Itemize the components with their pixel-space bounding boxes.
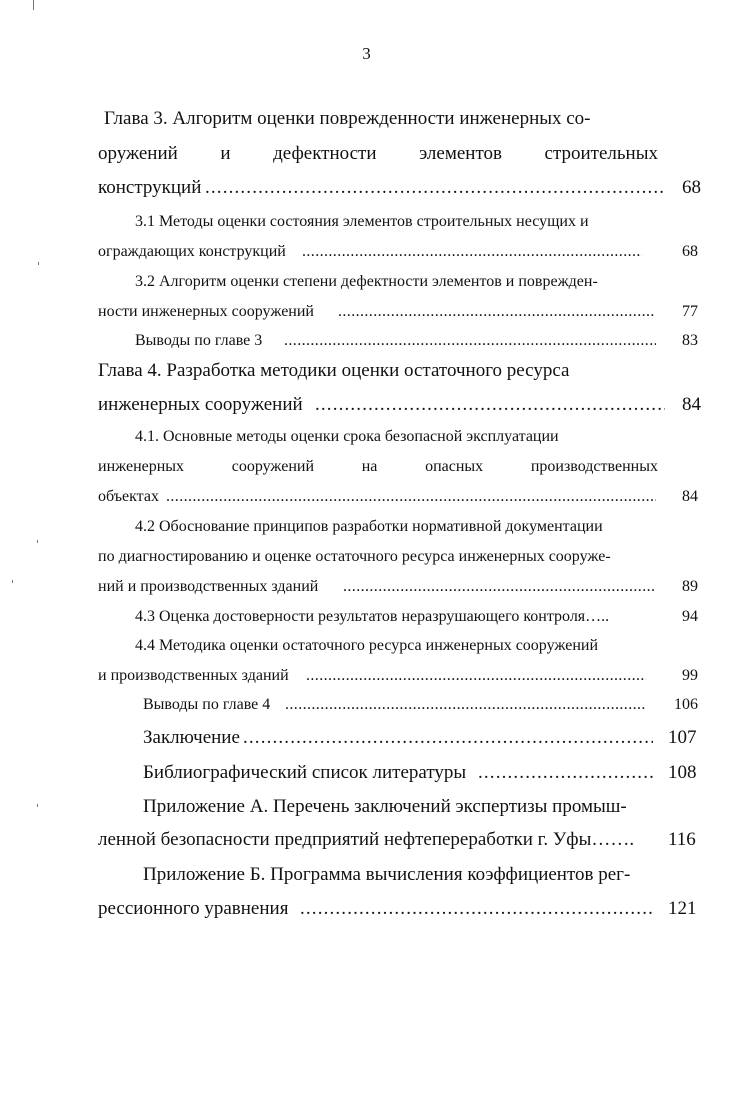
toc-text: Приложение Б. Программа вычисления коэффициентов рег- [143,864,631,885]
toc-page-number: 89 [682,578,698,595]
toc-leader [243,727,653,744]
toc-page-number: 83 [682,332,698,349]
toc-leader [166,488,656,502]
toc-text: Выводы по главе 4 [143,696,271,713]
toc-word: оружений [98,143,178,164]
toc-word: и [220,143,231,164]
toc-page-number: 106 [674,696,698,713]
toc-leader [478,762,653,779]
toc-text: объектах [98,488,159,505]
toc-page-number: 121 [668,898,697,919]
scan-edge-mark [37,804,38,807]
toc-leader [343,578,656,592]
scan-edge-mark [12,580,13,583]
toc-leader [302,243,642,257]
toc-page-number: 84 [682,488,698,505]
toc-text: Выводы по главе 3 [135,332,263,349]
toc-page-number: 77 [682,303,698,320]
toc-leader [315,394,665,411]
toc-page-number: 94 [682,608,698,625]
toc-text: 4.3 Оценка достоверности результатов неразрушающего контроля….. [135,608,610,625]
toc-word: сооружений [231,458,315,475]
scan-edge-mark [38,262,39,265]
toc-word: дефектности [273,143,377,164]
toc-justified-line [98,143,658,165]
toc-text: конструкций [98,177,202,198]
toc-text: Глава 3. Алгоритм оценки поврежденности инженерных со- [104,108,591,129]
toc-text: 4.1. Основные методы оценки срока безопасной эксплуатации [135,428,559,445]
toc-page-number: 99 [682,667,698,684]
toc-text: 3.1 Методы оценки состояния элементов строительных несущих и [135,213,589,230]
toc-text: 3.2 Алгоритм оценки степени дефектности элементов и поврежден- [135,273,598,290]
toc-leader [284,332,656,346]
toc-text: и производственных зданий [98,667,289,684]
toc-text: инженерных сооружений [98,394,303,415]
scan-edge-mark [37,540,38,543]
toc-page-number: 108 [668,762,697,783]
toc-word: инженерных [98,458,185,475]
toc-text: рессионного уравнения [98,898,289,919]
page-number: 3 [362,44,371,63]
toc-page-number: 116 [668,829,696,850]
toc-text: Заключение [143,727,240,748]
toc-leader [205,177,665,194]
toc-leader [338,303,654,317]
toc-justified-line [98,458,658,476]
toc-text: Библиографический список литературы [143,762,467,783]
toc-page-number: 107 [668,727,697,748]
toc-text: ности инженерных сооружений [98,303,314,320]
toc-text: ний и производственных зданий [98,578,319,595]
toc-text: ленной безопасности предприятий нефтепереработки г. Уфы……. [98,829,635,850]
toc-word: на [361,458,378,475]
toc-text: Глава 4. Разработка методики оценки остаточного ресурса [98,360,570,381]
toc-word: строительных [544,143,658,164]
toc-leader [285,696,645,710]
toc-page-number: 84 [682,394,701,415]
toc-text: 4.4 Методика оценки остаточного ресурса инженерных сооружений [135,637,598,654]
toc-word: элементов [419,143,502,164]
toc-text: Приложение А. Перечень заключений экспертизы промыш- [143,796,627,817]
toc-leader [300,898,655,915]
toc-word: опасных [425,458,484,475]
scan-edge-mark [33,0,34,10]
toc-word: производственных [530,458,658,475]
toc-leader [306,667,646,681]
toc-text: 4.2 Обоснование принципов разработки нормативной документации [135,518,603,535]
toc-text: по диагностированию и оценке остаточного ресурса инженерных сооруже- [98,548,611,565]
toc-page-number: 68 [682,177,701,198]
toc-text: ограждающих конструкций [98,243,286,260]
toc-page-number: 68 [682,243,698,260]
